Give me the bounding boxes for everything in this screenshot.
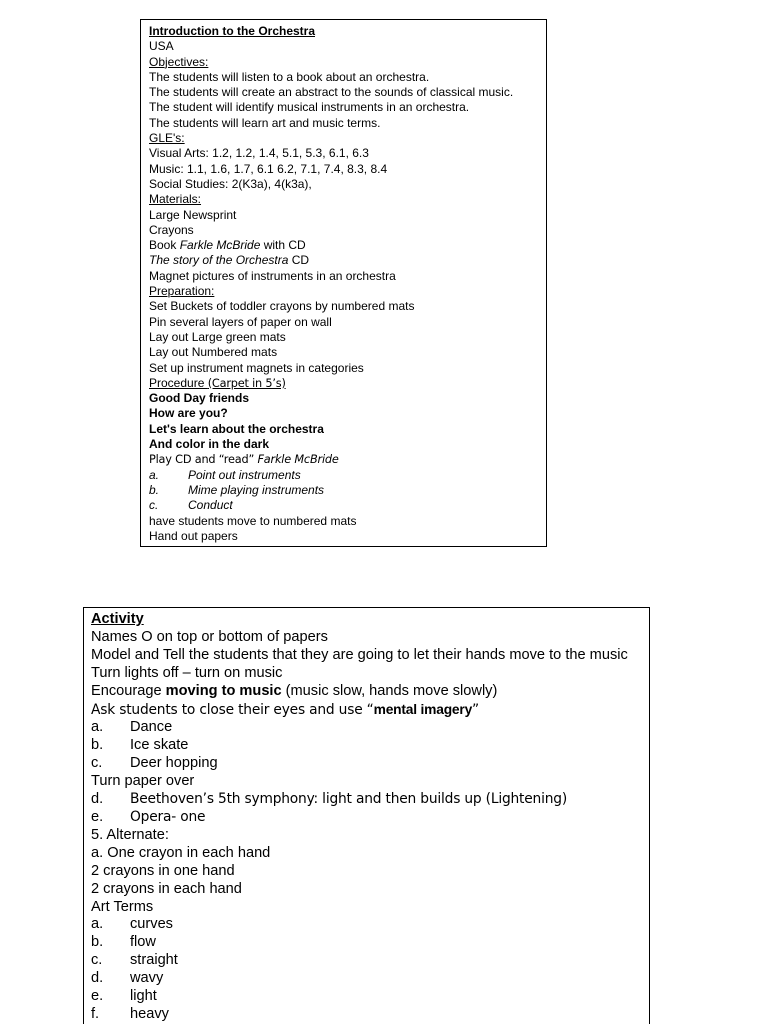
preparation-item: Set up instrument magnets in categories [149, 360, 364, 375]
play-title: Farkle McBride [257, 453, 339, 467]
greeting-line: How are you? [149, 406, 228, 421]
play-step-text: Point out instruments [188, 467, 301, 482]
materials-heading: Materials: [149, 192, 202, 207]
preparation-item: Set Buckets of toddler crayons by numbered mats [149, 299, 415, 314]
activity-box [83, 607, 650, 1024]
preparation-heading: Preparation: [149, 284, 215, 299]
gle-item: Music: 1.1, 1.6, 1.7, 6.1 6.2, 7.1, 7.4, 8.3, 8.4 [149, 161, 388, 176]
list-marker: b. [91, 934, 104, 951]
art-term-text: straight [130, 952, 178, 969]
list-marker: f. [91, 1005, 100, 1022]
art-term-item [91, 916, 649, 934]
activity-heading: Activity [91, 611, 144, 627]
art-term-text: wavy [130, 970, 164, 987]
alternate-item: 2 crayons in each hand [91, 880, 242, 897]
list-marker: e. [91, 988, 104, 1005]
greeting-line: And color in the dark [149, 437, 270, 452]
encourage-prefix: Encourage [91, 682, 166, 699]
list-marker: b. [91, 737, 104, 754]
imagery-item-text: Ice skate [130, 737, 189, 754]
gle-item: Visual Arts: 1.2, 1.2, 1.4, 5.1, 5.3, 6.1, 6.3 [149, 146, 369, 161]
list-marker: c. [91, 755, 103, 772]
play-step-text: Mime playing instruments [188, 482, 325, 497]
alternate-heading: 5. Alternate: [91, 826, 169, 843]
greeting-line: Let's learn about the orchestra [149, 421, 324, 436]
art-term-text: flow [130, 934, 156, 951]
material-story [149, 253, 546, 268]
play-step [149, 468, 546, 483]
material-item: Magnet pictures of instruments in an orchestra [149, 268, 396, 283]
art-term-text: curves [130, 916, 173, 933]
objective-item: The students will listen to a book about an orchestra. [149, 69, 430, 84]
book-suffix: with CD [260, 238, 306, 253]
lesson-plan-box [140, 19, 547, 547]
book-title: Farkle McBride [179, 238, 261, 253]
material-item: Crayons [149, 222, 194, 237]
play-line [149, 452, 546, 467]
story-title: The story of the Orchestra [149, 253, 289, 268]
objectives-heading: Objectives: [149, 54, 209, 69]
list-marker: d. [91, 970, 104, 987]
turn-over-line: Turn paper over [91, 773, 195, 790]
imagery-item-text: Deer hopping [130, 755, 218, 772]
art-term-item [91, 934, 649, 952]
imagery-item-text: Dance [130, 719, 173, 736]
closing-line: have students move to numbered mats [149, 513, 357, 528]
imagery-prefix: Ask students to close their eyes and use “ [91, 701, 374, 718]
encourage-line [91, 683, 649, 701]
activity-line: Turn lights off – turn on music [91, 664, 283, 681]
book-prefix: Book [149, 238, 180, 253]
preparation-item: Lay out Numbered mats [149, 345, 278, 360]
music-item [91, 791, 649, 809]
list-marker: a. [91, 916, 104, 933]
closing-line: Hand out papers [149, 528, 238, 543]
art-term-item [91, 988, 649, 1006]
activity-line: Model and Tell the students that they are going to let their hands move to the music [91, 646, 628, 663]
objective-item: The student will identify musical instruments in an orchestra. [149, 100, 470, 115]
preparation-item: Lay out Large green mats [149, 329, 286, 344]
list-marker: c. [91, 952, 103, 969]
encourage-suffix: (music slow, hands move slowly) [281, 682, 498, 699]
music-item-text: Opera- one [130, 808, 206, 825]
art-term-item [91, 970, 649, 988]
imagery-item [91, 737, 649, 755]
imagery-item [91, 755, 649, 773]
objective-item: The students will create an abstract to the sounds of classical music. [149, 85, 514, 100]
objective-item: The students will learn art and music terms. [149, 115, 381, 130]
list-marker: a. [91, 719, 104, 736]
imagery-suffix: ” [472, 701, 479, 718]
play-step-text: Conduct [188, 498, 233, 513]
lesson-title: Introduction to the Orchestra [149, 24, 316, 38]
art-term-text: heavy [130, 1005, 169, 1022]
preparation-item: Pin several layers of paper on wall [149, 314, 332, 329]
gle-item: Social Studies: 2(K3a), 4(k3a), [149, 176, 312, 191]
music-item [91, 809, 649, 827]
encourage-bold: moving to music [165, 682, 282, 699]
material-book [149, 238, 546, 253]
alternate-item: a. One crayon in each hand [91, 844, 271, 861]
procedure-heading-text: Procedure [149, 375, 208, 390]
play-step [149, 498, 546, 513]
gles-heading: GLE's: [149, 131, 185, 146]
list-marker: d. [91, 791, 104, 808]
list-marker: a. [149, 467, 160, 482]
imagery-item [91, 719, 649, 737]
imagery-bold: mental imagery [373, 701, 473, 717]
greeting-line: Good Day friends [149, 391, 250, 406]
list-marker: e. [91, 808, 104, 825]
activity-line: Names O on top or bottom of papers [91, 628, 328, 645]
art-term-item [91, 1006, 649, 1024]
procedure-note: (Carpet in 5’s) [207, 376, 286, 390]
list-marker: c. [149, 498, 159, 513]
alternate-item: 2 crayons in one hand [91, 862, 235, 879]
story-suffix: CD [288, 253, 310, 268]
imagery-line [91, 701, 649, 720]
art-terms-heading: Art Terms [91, 898, 154, 915]
play-step [149, 483, 546, 498]
music-item-text: Beethoven’s 5th symphony: light and then builds up (Lightening) [130, 791, 568, 808]
list-marker: b. [149, 482, 160, 497]
art-term-text: light [130, 988, 157, 1005]
procedure-line [149, 376, 546, 391]
art-term-item [91, 952, 649, 970]
lesson-country: USA [149, 39, 174, 54]
material-item: Large Newsprint [149, 207, 237, 222]
procedure-heading [149, 376, 286, 390]
play-prefix: Play CD and “read” [149, 453, 258, 467]
